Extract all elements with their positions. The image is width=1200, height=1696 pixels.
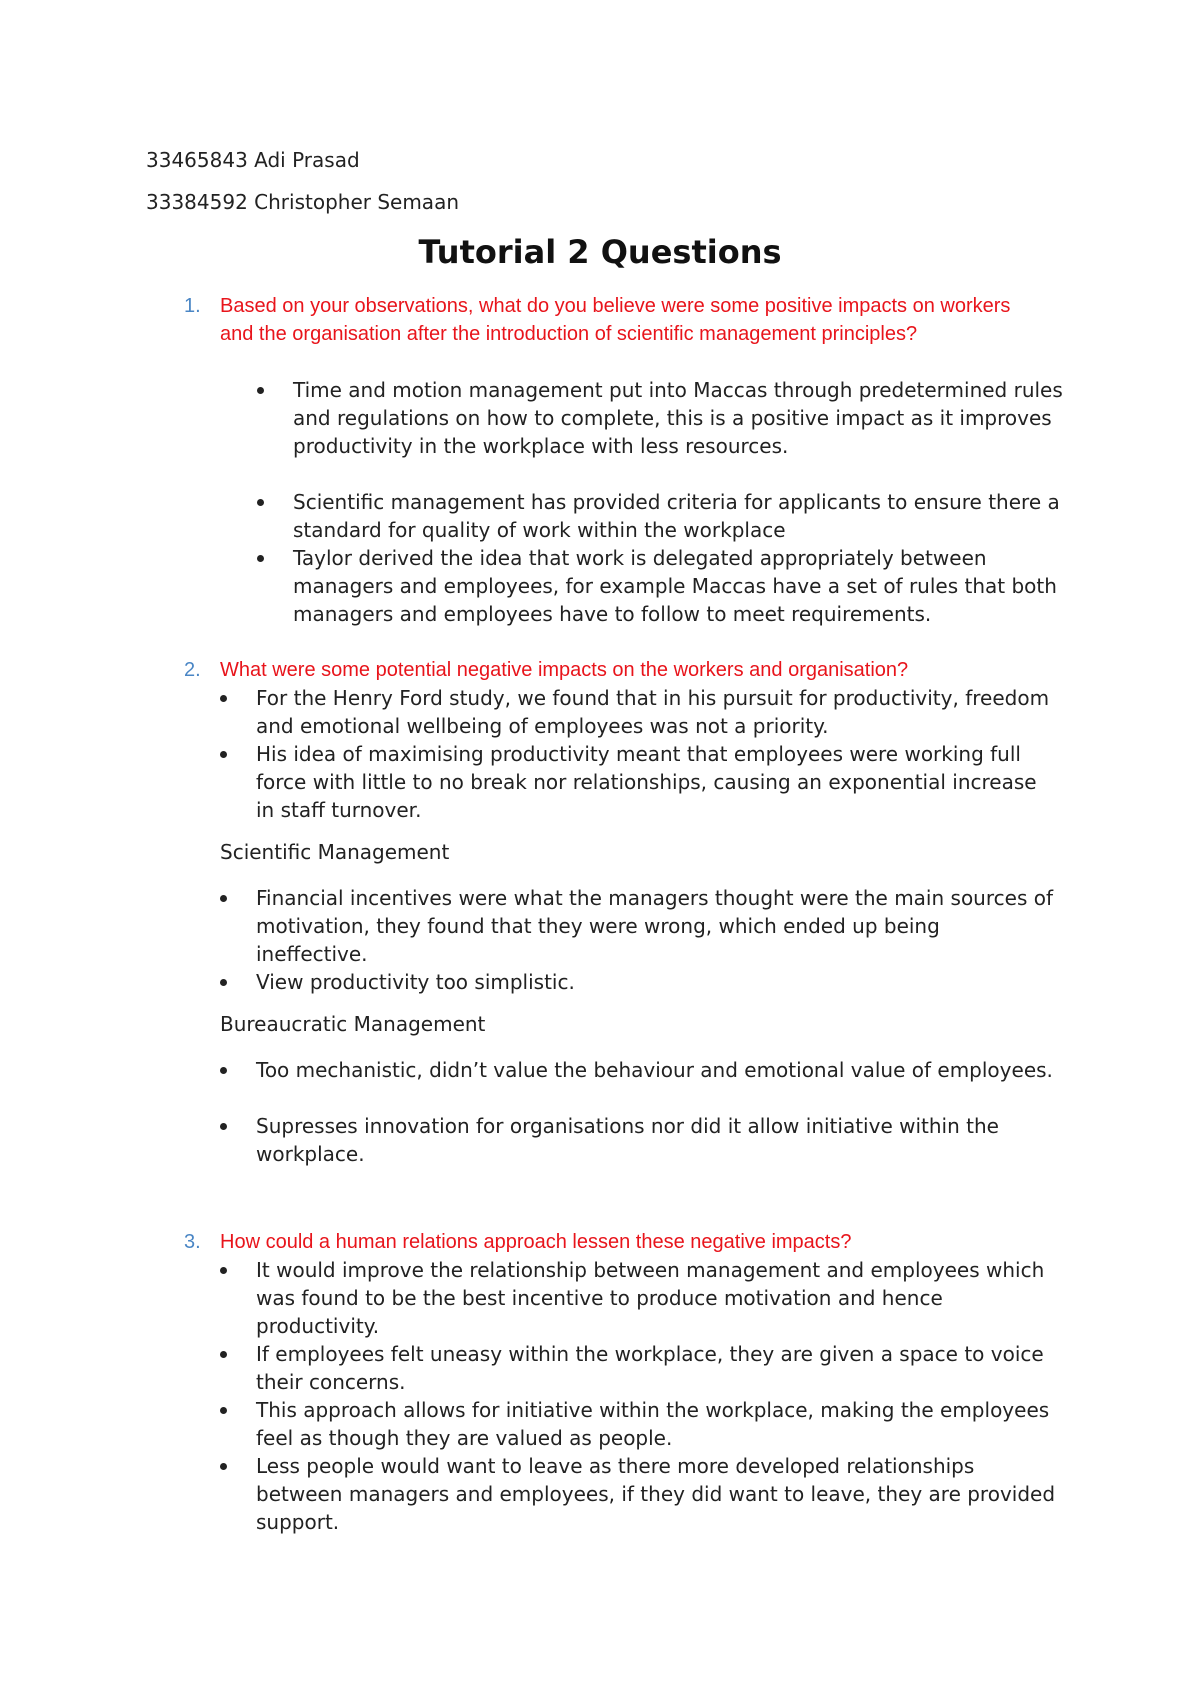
bullet-icon [257, 555, 264, 562]
bureaucratic-management-heading: Bureaucratic Management [220, 1012, 486, 1036]
list-item: For the Henry Ford study, we found that in his pursuit for productivity, freedom and emotional wellbeing of employees was not a priority. [256, 684, 1056, 740]
question-1-answers [293, 376, 1073, 656]
list-item: His idea of maximising productivity meant that employees were working full force with little to no break nor relationships, causing an exponential increase in staff turnover. [256, 740, 1056, 824]
bullet-icon [220, 1067, 227, 1074]
bullet-icon [220, 895, 227, 902]
question-3-number: 3. [184, 1231, 201, 1253]
question-2-text: What were some potential negative impacts on the workers and organisation? [220, 659, 909, 681]
bureaucratic-management-answers [256, 1056, 1056, 1168]
list-item: Financial incentives were what the managers thought were the main sources of motivation, they found that they were wrong, which ended up being ineffective. [256, 884, 1056, 968]
bullet-icon [220, 1123, 227, 1130]
question-1-number: 1. [184, 295, 201, 317]
question-2-answers [256, 684, 1056, 824]
bullet-icon [220, 1351, 227, 1358]
list-item: If employees felt uneasy within the workplace, they are given a space to voice their concerns. [256, 1340, 1056, 1396]
list-item: Taylor derived the idea that work is delegated appropriately between managers and employees, for example Maccas have a set of rules that both managers and employees have to follow to meet requirements. [293, 544, 1073, 656]
question-3-text: How could a human relations approach lessen these negative impacts? [220, 1231, 852, 1253]
author-line-1: 33465843 Adi Prasad [146, 148, 360, 172]
bullet-icon [220, 1463, 227, 1470]
scientific-management-answers [256, 884, 1056, 996]
list-item: Supresses innovation for organisations nor did it allow initiative within the workplace. [256, 1112, 1056, 1168]
bullet-icon [220, 1407, 227, 1414]
question-1-text: Based on your observations, what do you believe were some positive impacts on workers and the organisation after the introduction of scientific management principles? [220, 295, 1011, 345]
author-line-2: 33384592 Christopher Semaan [146, 190, 459, 214]
bullet-icon [257, 387, 264, 394]
question-3-answers [256, 1256, 1056, 1536]
bullet-icon [220, 1267, 227, 1274]
list-item: Less people would want to leave as there more developed relationships between managers and employees, if they did want to leave, they are provided support. [256, 1452, 1056, 1536]
scientific-management-heading: Scientific Management [220, 840, 450, 864]
list-item: Time and motion management put into Maccas through predetermined rules and regulations on how to complete, this is a positive impact as it improves productivity in the workplace with less resources. [293, 376, 1073, 488]
list-item: Too mechanistic, didn’t value the behaviour and emotional value of employees. [256, 1056, 1056, 1112]
list-item: This approach allows for initiative within the workplace, making the employees feel as though they are valued as people. [256, 1396, 1056, 1452]
list-item: View productivity too simplistic. [256, 968, 1056, 996]
list-item: It would improve the relationship between management and employees which was found to be the best incentive to produce motivation and hence productivity. [256, 1256, 1056, 1340]
document-title: Tutorial 2 Questions [418, 233, 782, 271]
bullet-icon [220, 695, 227, 702]
bullet-icon [257, 499, 264, 506]
bullet-icon [220, 979, 227, 986]
list-item: Scientific management has provided criteria for applicants to ensure there a standard for quality of work within the workplace [293, 488, 1073, 544]
question-2-number: 2. [184, 659, 201, 681]
bullet-icon [220, 751, 227, 758]
